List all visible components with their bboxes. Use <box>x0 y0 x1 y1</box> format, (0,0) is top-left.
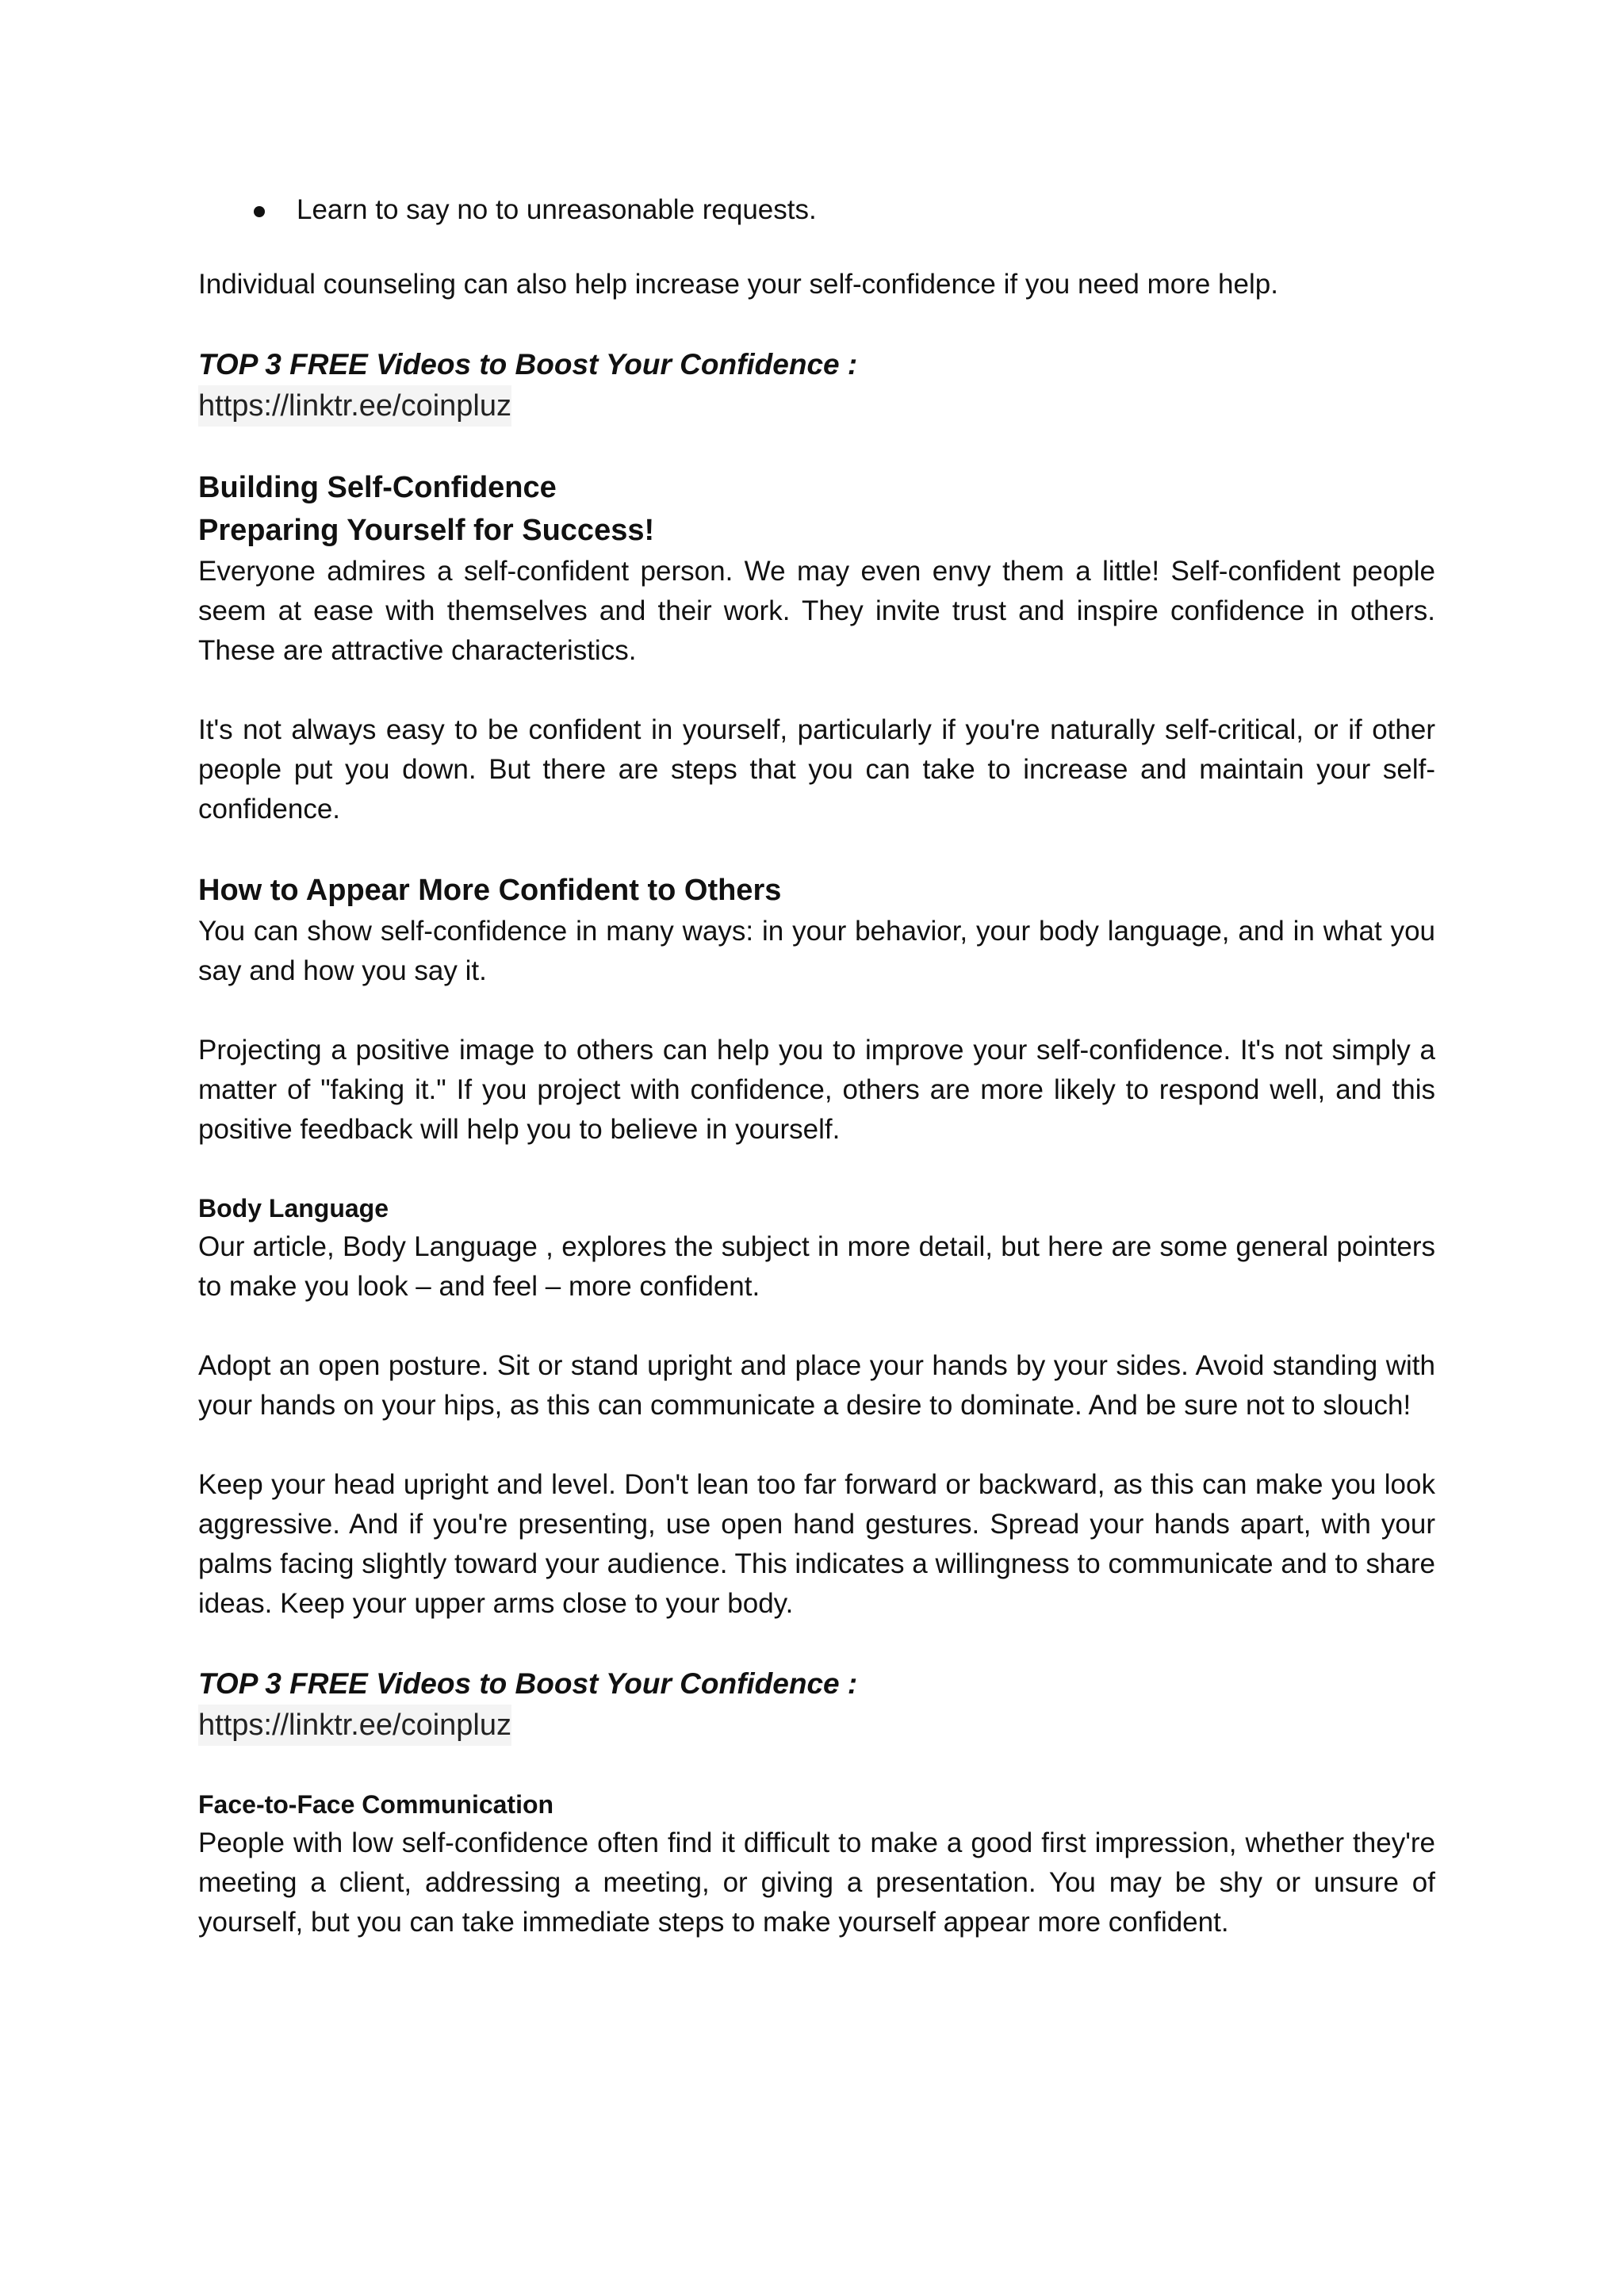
subsection-title: Face-to-Face Communication <box>198 1790 554 1819</box>
intro-paragraph: Individual counseling can also help increase your self-confidence if you need more help. <box>198 269 1278 300</box>
section-title: Building Self-Confidence <box>198 471 557 504</box>
bullet-icon <box>254 206 265 217</box>
promo-title: TOP 3 FREE Videos to Boost Your Confidence : <box>198 348 858 381</box>
paragraph: People with low self-confidence often find it difficult to make a good first impression, whether they're meeting a client, addressing a meeting, or giving a presentation. You may be shy or unsure of yourself, but you can take immediate steps to make yourself appear more confident. <box>198 1827 1435 1938</box>
paragraph: Adopt an open posture. Sit or stand upright and place your hands by your sides. Avoid standing with your hands on your hips, as this can communicate a desire to dominate. And be sure not to slouch! <box>198 1350 1435 1421</box>
section-title: How to Appear More Confident to Others <box>198 874 782 907</box>
bullet-text: Learn to say no to unreasonable requests. <box>297 194 817 225</box>
section-subtitle: Preparing Yourself for Success! <box>198 514 655 547</box>
paragraph: Our article, Body Language , explores the subject in more detail, but here are some general pointers to make you look – and feel – more confident. <box>198 1231 1435 1302</box>
paragraph: Keep your head upright and level. Don't lean too far forward or backward, as this can make you look aggressive. And if you're presenting, use open hand gestures. Spread your hands apart, with your palms facing slightly toward your audience. This indicates a willingness to communicate and to share ideas. Keep your upper arms close to your body. <box>198 1469 1435 1619</box>
subsection-title: Body Language <box>198 1194 389 1223</box>
paragraph: You can show self-confidence in many ways: in your behavior, your body language, and in what you say and how you say it. <box>198 916 1435 986</box>
paragraph: It's not always easy to be confident in yourself, particularly if you're naturally self-critical, or if other people put you down. But there are steps that you can take to increase and maintain your self-confidence. <box>198 714 1435 825</box>
paragraph: Projecting a positive image to others can help you to improve your self-confidence. It's not simply a matter of "faking it." If you project with confidence, others are more likely to respond well, and this positive feedback will help you to believe in yourself. <box>198 1035 1435 1145</box>
promo-link[interactable]: https://linktr.ee/coinpluz <box>198 1705 511 1746</box>
document-page <box>198 190 1435 1942</box>
promo-link[interactable]: https://linktr.ee/coinpluz <box>198 385 511 427</box>
list-item <box>198 190 1435 230</box>
promo-title: TOP 3 FREE Videos to Boost Your Confidence : <box>198 1667 858 1700</box>
paragraph: Everyone admires a self-confident person. We may even envy them a little! Self-confident people seem at ease with themselves and their work. They invite trust and inspire confidence in others. These are attractive characteristics. <box>198 556 1435 666</box>
